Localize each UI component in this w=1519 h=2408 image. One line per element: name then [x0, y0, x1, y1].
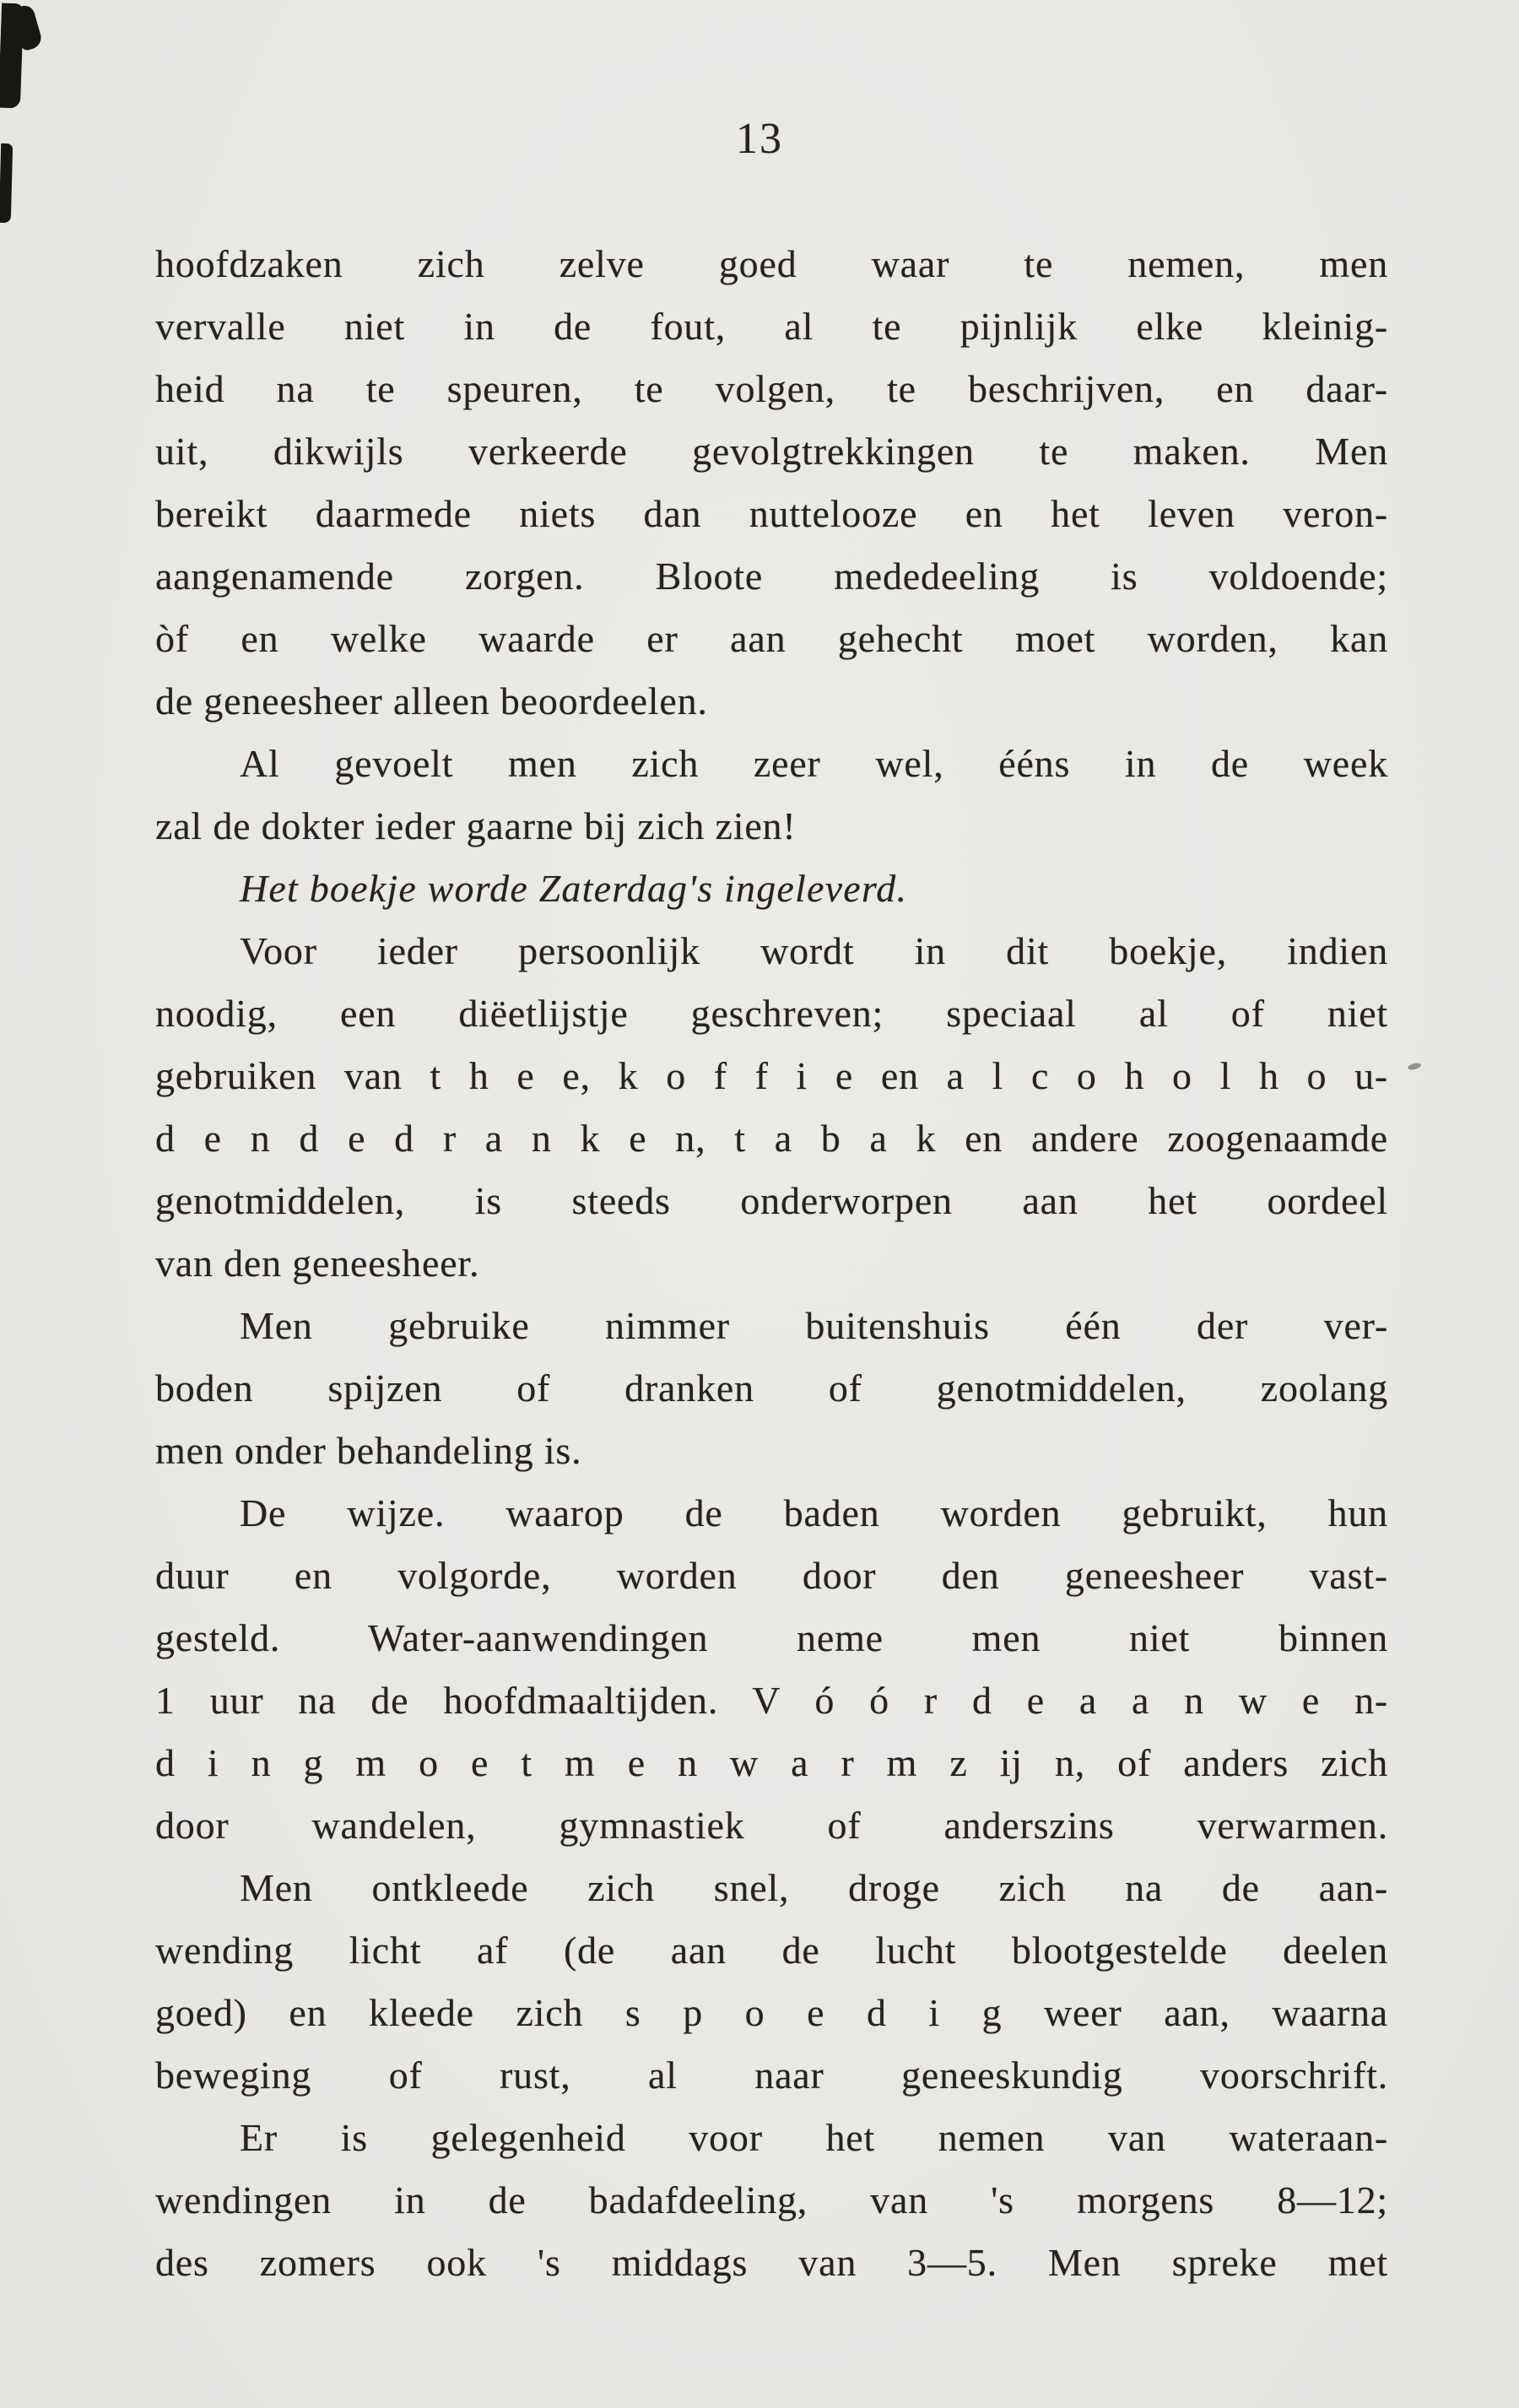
ink-speck: [1407, 1062, 1421, 1071]
text-line: 1 uur na de hoofdmaaltijden. V ó ó r d e a a n w e n-: [155, 1679, 1388, 1722]
text-line: door wandelen, gymnastiek of anderszins verwarmen.: [155, 1804, 1388, 1847]
text-line: aangenamende zorgen. Bloote mededeeling is voldoende;: [155, 555, 1388, 598]
text-line: boden spijzen of dranken of genotmiddelen, zoolang: [155, 1366, 1388, 1410]
text-line: zal de dokter ieder gaarne bij zich zien!: [155, 804, 797, 847]
text-line: Voor ieder persoonlijk wordt in dit boekje, indien: [240, 929, 1388, 972]
text-line: beweging of rust, al naar geneeskundig voorschrift.: [155, 2054, 1388, 2097]
text-line: de geneesheer alleen beoordeelen.: [155, 679, 708, 722]
text-line: Er is gelegenheid voor het nemen van wateraan-: [240, 2116, 1388, 2159]
text-line: genotmiddelen, is steeds onderworpen aan het oordeel: [155, 1179, 1388, 1222]
page-number: 13: [736, 115, 783, 163]
text-line: des zomers ook 's middags van 3—5. Men spreke met: [155, 2241, 1388, 2284]
text-line: goed) en kleede zich s p o e d i g weer aan, waarna: [155, 1991, 1388, 2034]
text-line: d e n d e d r a n k e n, t a b a k en andere zoogenaamde: [155, 1117, 1388, 1160]
text-line: gebruiken van t h e e, k o f f i e en a l c o h o l h o u-: [155, 1054, 1388, 1097]
text-line: Al gevoelt men zich zeer wel, ééns in de week: [240, 742, 1388, 785]
text-line: Men gebruike nimmer buitenshuis één der ver-: [240, 1304, 1388, 1347]
text-line: wending licht af (de aan de lucht blootgestelde deelen: [155, 1929, 1388, 1972]
text-line: Men ontkleede zich snel, droge zich na de aan-: [240, 1866, 1388, 1909]
text-line: hoofdzaken zich zelve goed waar te nemen, men: [155, 242, 1388, 285]
text-line: òf en welke waarde er aan gehecht moet worden, kan: [155, 617, 1388, 660]
text-line: duur en volgorde, worden door den geneesheer vast-: [155, 1554, 1388, 1597]
text-line-italic: Het boekje worde Zaterdag's ingeleverd.: [240, 867, 908, 910]
body-text: [155, 233, 1388, 2294]
text-line: wendingen in de badafdeeling, van 's morgens 8—12;: [155, 2178, 1388, 2221]
text-line: heid na te speuren, te volgen, te beschrijven, en daar-: [155, 367, 1388, 410]
text-line: bereikt daarmede niets dan nuttelooze en het leven veron-: [155, 492, 1388, 535]
text-line: De wijze. waarop de baden worden gebruikt, hun: [240, 1491, 1388, 1534]
text-line: men onder behandeling is.: [155, 1429, 582, 1472]
scan-edge-mark-top: [0, 3, 24, 109]
text-line: uit, dikwijls verkeerde gevolgtrekkingen te maken. Men: [155, 430, 1388, 473]
text-line: van den geneesheer.: [155, 1242, 480, 1285]
text-line: vervalle niet in de fout, al te pijnlijk elke kleinig-: [155, 305, 1388, 348]
text-line: d i n g m o e t m e n w a r m z ij n, of anders zich: [155, 1741, 1388, 1784]
text-line: noodig, een diëetlijstje geschreven; speciaal al of niet: [155, 992, 1388, 1035]
text-line: gesteld. Water-aanwendingen neme men niet binnen: [155, 1616, 1388, 1659]
